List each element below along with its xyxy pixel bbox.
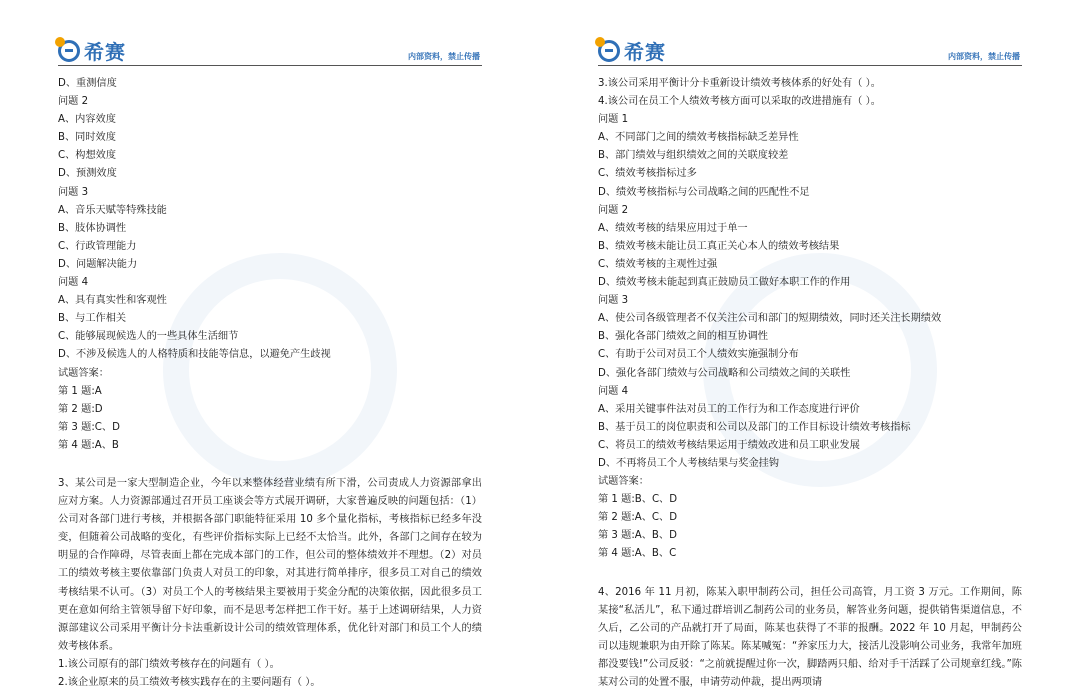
question-heading: 问题 4 (598, 385, 629, 397)
option-line: C、能够展现候选人的一些具体生活细节 (58, 331, 239, 343)
question-heading: 问题 3 (58, 186, 89, 198)
option-line: C、行政管理能力 (58, 240, 137, 252)
option-line: B、强化各部门绩效之间的相互协调性 (598, 331, 768, 343)
option-line: B、绩效考核未能让员工真正关心本人的绩效考核结果 (598, 240, 840, 252)
case-paragraph: 4、2016 年 11 月初，陈某入职甲制药公司，担任公司高管，月工资 3 万元。工作期间，陈某接“私活儿”，私下通过群培训乙制药公司的业务员，解答业务问题，提供销售渠道信息，不久后，乙公司的产品就打开了局面，陈某也获得了不菲的报酬。2022 年 10 月起，甲制药公司以违规兼职为由开除了陈某。陈某喊冤：“养家压力大，接活儿没影响公司业务，我常年加班都没要钱!”公司反驳：“之前就提醒过你一次，脚踏两只船、给对手干活踩了公司规章红线。”陈某对公司的处置不服，申请劳动仲裁，提出两项请 (598, 586, 1022, 688)
question-heading: 问题 1 (598, 114, 629, 126)
question-heading: 问题 3 (598, 295, 629, 307)
option-line: C、绩效考核的主观性过强 (598, 258, 718, 270)
answers-heading: 试题答案： (58, 367, 109, 379)
option-line: B、肢体协调性 (58, 222, 127, 234)
option-line: D、绩效考核未能起到真正鼓励员工做好本职工作的作用 (598, 277, 851, 289)
option-line: A、音乐天赋等特殊技能 (58, 204, 167, 216)
answer-line: 第 3 题:C、D (58, 421, 120, 433)
option-line: C、构想效度 (58, 150, 117, 162)
brand-logo (598, 36, 666, 65)
answers-heading: 试题答案： (598, 476, 649, 488)
confidential-tagline: 内部资料，禁止传播 (948, 52, 1020, 61)
option-line: C、绩效考核指标过多 (598, 168, 697, 180)
answer-line: 第 3 题:A、B、D (598, 530, 677, 542)
question-line: 2.该企业原来的员工绩效考核实践存在的主要问题有（ ）。 (58, 677, 321, 688)
option-line: B、与工作相关 (58, 313, 127, 325)
option-line: A、使公司各级管理者不仅关注公司和部门的短期绩效，同时还关注长期绩效 (598, 313, 942, 325)
option-line: C、有助于公司对员工个人绩效实施强制分布 (598, 349, 799, 361)
logo-icon (58, 40, 80, 62)
logo-icon (598, 40, 620, 62)
answer-line: 第 4 题:A、B (58, 439, 119, 451)
confidential-tagline: 内部资料，禁止传播 (408, 52, 480, 61)
option-line: A、具有真实性和客观性 (58, 295, 167, 307)
brand-logo (58, 36, 126, 65)
question-heading: 问题 2 (58, 96, 89, 108)
logo-text: 希赛 (624, 40, 666, 64)
question-line: 1.该公司原有的部门绩效考核存在的问题有（ ）。 (58, 658, 280, 670)
question-line: 4.该公司在员工个人绩效考核方面可以采取的改进措施有（ ）。 (598, 96, 881, 108)
page-content (58, 75, 482, 692)
text-line: D、重测信度 (58, 78, 117, 89)
option-line: A、绩效考核的结果应用过于单一 (598, 222, 748, 234)
page-header (598, 34, 1022, 66)
option-line: A、不同部门之间的绩效考核指标缺乏差异性 (598, 132, 799, 144)
option-line: D、绩效考核指标与公司战略之间的匹配性不足 (598, 186, 810, 198)
option-line: A、内容效度 (58, 114, 116, 126)
question-heading: 问题 2 (598, 204, 629, 216)
option-line: B、同时效度 (58, 132, 116, 144)
right-page (540, 0, 1080, 700)
option-line: D、问题解决能力 (58, 258, 138, 270)
option-line: B、部门绩效与组织绩效之间的关联度较差 (598, 150, 789, 162)
option-line: D、强化各部门绩效与公司战略和公司绩效之间的关联性 (598, 367, 851, 379)
answer-line: 第 4 题:A、B、C (598, 548, 677, 560)
option-line: C、将员工的绩效考核结果运用于绩效改进和员工职业发展 (598, 439, 860, 451)
answer-line: 第 1 题:B、C、D (598, 494, 678, 506)
option-line: A、采用关键事件法对员工的工作行为和工作态度进行评价 (598, 403, 860, 415)
option-line: B、基于员工的岗位职责和公司以及部门的工作目标设计绩效考核指标 (598, 421, 911, 433)
answer-line: 第 1 题:A (58, 385, 102, 397)
option-line: D、不再将员工个人考核结果与奖金挂钩 (598, 457, 780, 469)
option-line: D、预测效度 (58, 168, 117, 180)
page-header (58, 34, 482, 66)
question-heading: 问题 4 (58, 277, 89, 289)
case-paragraph: 3、某公司是一家大型制造企业，今年以来整体经营业绩有所下滑，公司责成人力资源部拿出应对方案。人力资源部通过召开员工座谈会等方式展开调研，大家普遍反映的问题包括：（1）公司对各部门进行考核，并根据各部门职能特征采用 10 多个量化指标，考核指标已经多年没变，但随着公司战略的变化，有些评价指标实际上已经不太恰当。此外，各部门之间存在较为明显的合作障碍，尽管表面上都在完成本部门的工作，但公司的整体绩效并不理想。（2）对员工的绩效考核主要依靠部门负责人对员工的印象，对其进行简单排序，很多员工对自己的绩效考核结果不认可。（3）对员工个人的考核结果主要被用于奖金分配的决策依据，因此很多员工更在意如何给主管领导留下好印象，而不是思考怎样把工作干好。基于上述调研结果，人力资源部建议公司采用平衡计分卡法重新设计公司的绩效管理体系，优化针对部门和员工个人的绩效考核体系。 (58, 477, 482, 652)
logo-text: 希赛 (84, 40, 126, 64)
answer-line: 第 2 题:A、C、D (598, 512, 678, 524)
page-content (598, 75, 1022, 692)
answer-line: 第 2 题:D (58, 403, 103, 415)
option-line: D、不涉及候选人的人格特质和技能等信息，以避免产生歧视 (58, 349, 331, 361)
question-line: 3.该公司采用平衡计分卡重新设计绩效考核体系的好处有（ ）。 (598, 78, 881, 89)
